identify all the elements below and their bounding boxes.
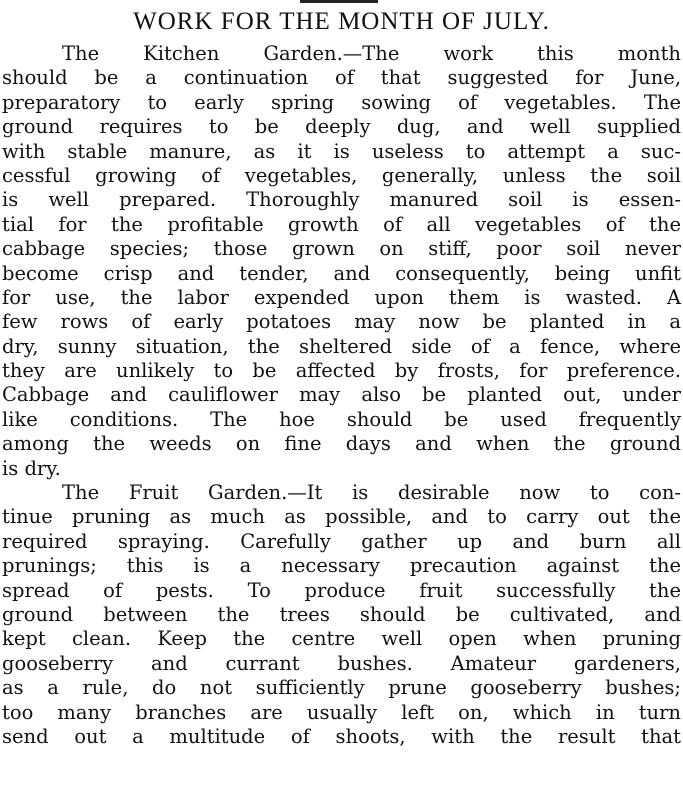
article-body — [0, 42, 683, 749]
page-title: WORK FOR THE MONTH OF JULY. — [133, 8, 550, 35]
text-line: cessful growing of vegetables, generally, unless the soil — [2, 163, 681, 187]
text-line: cabbage species; those grown on stiff, poor soil never — [2, 237, 681, 261]
text-line: tial for the profitable growth of all vegetables of the — [2, 212, 681, 236]
text-line: with stable manure, as it is useless to attempt a suc- — [2, 139, 681, 163]
text-line: Cabbage and cauliflower may also be planted out, under — [2, 383, 681, 407]
text-line: for use, the labor expended upon them is wasted. A — [2, 285, 681, 309]
text-line: is well prepared. Thoroughly manured soil is essen- — [2, 188, 681, 212]
text-line: become crisp and tender, and consequently, being unfit — [2, 261, 681, 285]
text-line: required spraying. Carefully gather up and burn all — [2, 529, 681, 553]
text-line: gooseberry and currant bushes. Amateur gardeners, — [2, 651, 681, 675]
text-line: ground between the trees should be cultivated, and — [2, 602, 681, 626]
text-line: send out a multitude of shoots, with the result that — [2, 724, 681, 748]
text-line: is dry. — [2, 456, 61, 480]
text-line: few rows of early potatoes may now be planted in a — [2, 310, 681, 334]
top-rule — [300, 0, 378, 3]
text-line: spread of pests. To produce fruit successfully the — [2, 578, 681, 602]
text-line: should be a continuation of that suggested for June, — [2, 66, 681, 90]
paragraph-kitchen-garden — [0, 42, 683, 481]
text-line: they are unlikely to be affected by frosts, for preference. — [2, 359, 681, 383]
text-line: ground requires to be deeply dug, and well supplied — [2, 115, 681, 139]
text-line: kept clean. Keep the centre well open when pruning — [2, 627, 681, 651]
text-line: prunings; this is a necessary precaution against the — [2, 554, 681, 578]
text-line: The Kitchen Garden.—The work this month — [62, 42, 681, 65]
text-line: The Fruit Garden.—It is desirable now to con- — [62, 481, 681, 505]
text-line: preparatory to early spring sowing of vegetables. The — [2, 90, 681, 114]
text-line: dry, sunny situation, the sheltered side of a fence, where — [2, 334, 681, 358]
text-line: as a rule, do not sufficiently prune gooseberry bushes; — [2, 676, 681, 700]
text-line: among the weeds on fine days and when the ground — [2, 432, 681, 456]
paragraph-fruit-garden — [0, 481, 683, 749]
text-line: tinue pruning as much as possible, and to carry out the — [2, 505, 681, 529]
text-line: like conditions. The hoe should be used frequently — [2, 407, 681, 431]
text-line: too many branches are usually left on, which in turn — [2, 700, 681, 724]
